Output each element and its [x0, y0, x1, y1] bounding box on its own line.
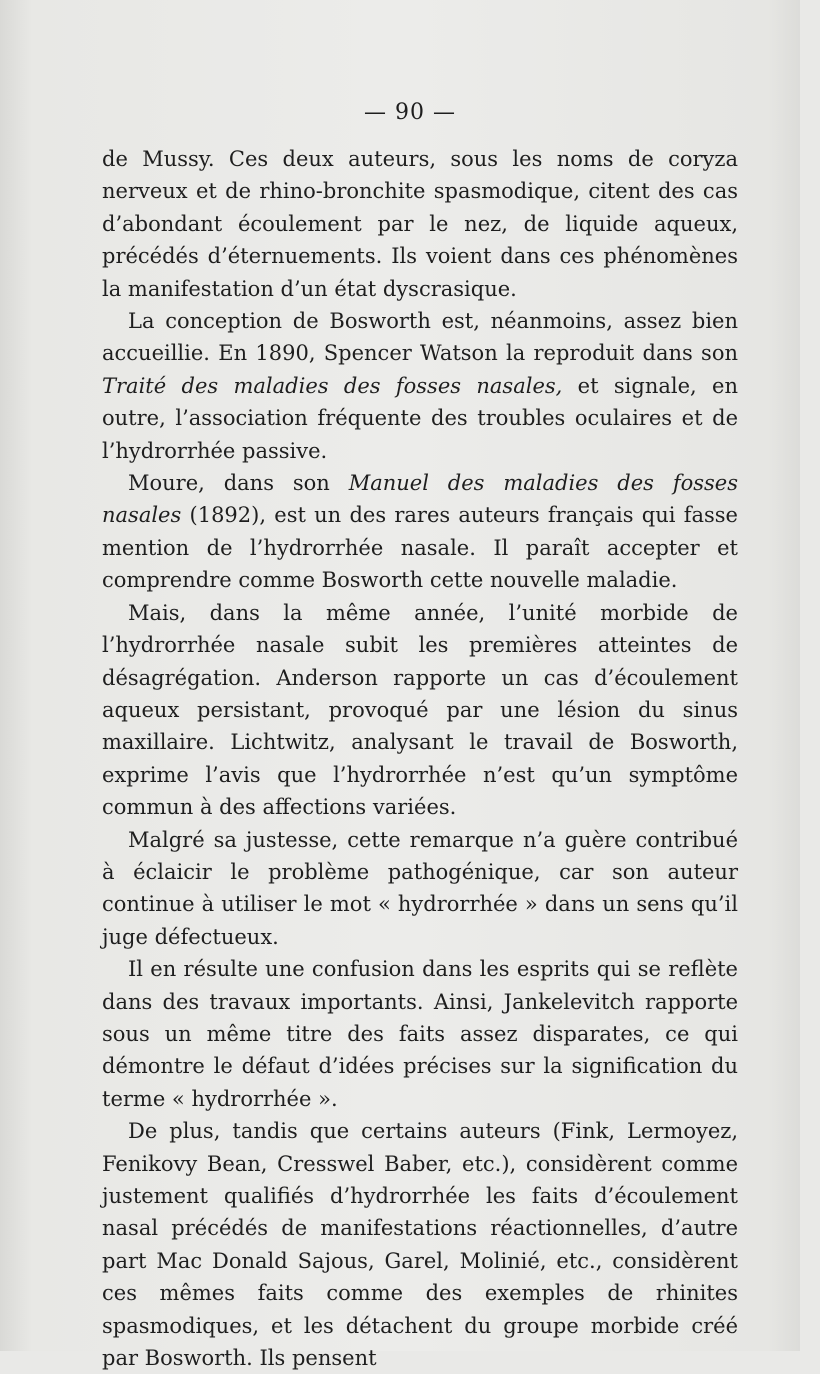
paragraph — [102, 1115, 738, 1374]
text-run: de Mussy. Ces deux auteurs, sous les noms de coryza nerveux et de rhino-bronchite spasmodique, citent des cas d’abondant écoulement par le nez, de liquide aqueux, précédés d’éternuements. Ils voient dans ces phénomènes la manifestation d’un état dyscrasique. — [102, 147, 738, 301]
text-run: (1892), est un des rares auteurs français qui fasse mention de l’hydrorrhée nasale. Il paraît accepter et comprendre comme Bosworth cette nouvelle maladie. — [102, 503, 738, 593]
paragraph — [102, 143, 738, 305]
text-run: et signale, en outre, l’association fréquente des troubles oculaires et de l’hydrorrhée passive. — [102, 373, 738, 463]
book-title: Manuel des maladies des fosses nasales — [102, 471, 738, 528]
book-title: Traité des maladies des fosses nasales, — [102, 373, 563, 398]
paragraph — [102, 597, 738, 824]
paragraph — [102, 467, 738, 597]
text-run: De plus, tandis que certains auteurs (Fink, Lermoyez, Fenikovy Bean, Cresswel Baber, etc.), considèrent comme justement qualifiés d’hydrorrhée les faits d’écoulement nasal précédés de manifestations réactionnelles, d’autre part Mac Donald Sajous, Garel, Molinié, etc., considèrent ces mêmes faits comme des exemples de rhinites spasmodiques, et les détachent du groupe morbide créé par Bosworth. Ils pensent — [102, 1119, 738, 1371]
paragraph — [102, 953, 738, 1115]
body-text — [102, 143, 738, 1374]
page-number: — 90 — — [364, 100, 456, 125]
paragraph — [102, 305, 738, 467]
text-run: Mais, dans la même année, l’unité morbide de l’hydrorrhée nasale subit les premières atteintes de désagrégation. Anderson rapporte un cas d’écoulement aqueux persistant, provoqué par une lésion du sinus maxillaire. Lichtwitz, analysant le travail de Bosworth, exprime l’avis que l’hydrorrhée n’est qu’un symptôme commun à des affections variées. — [102, 600, 738, 820]
text-run: Malgré sa justesse, cette remarque n’a guère contribué à éclaicir le problème pathogénique, car son auteur continue à utiliser le mot « hydrorrhée » dans un sens qu’il juge défectueux. — [102, 827, 738, 949]
text-run: La conception de Bosworth est, néanmoins, assez bien accueillie. En 1890, Spencer Watson la reproduit dans son — [102, 309, 738, 366]
text-run: Il en résulte une confusion dans les esprits qui se reflète dans des travaux importants. Ainsi, Jankelevitch rapporte sous un même titre des faits assez disparates, ce qui démontre le défaut d’idées précises sur la signification du terme « hydrorrhée ». — [102, 957, 738, 1111]
paragraph — [102, 824, 738, 954]
text-run: Moure, dans son — [128, 471, 349, 496]
